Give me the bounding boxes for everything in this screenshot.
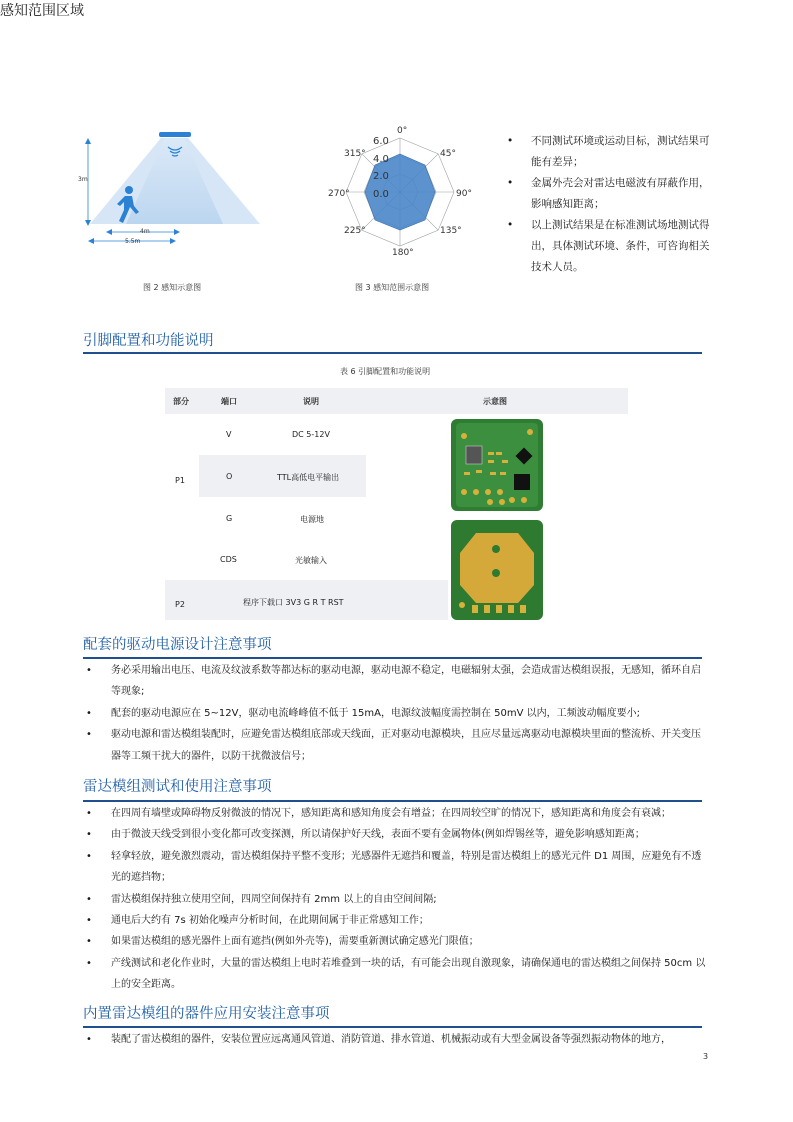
pin-section-title: 引脚配置和功能说明	[83, 333, 214, 349]
list-item: • 以上测试结果是在标准测试场地测试得出，具体测试环境、条件，可咨询相关技术人员。	[507, 215, 717, 278]
pin-desc-cds: 光敏输入	[295, 556, 327, 565]
pin-desc-g: 电源地	[300, 515, 324, 524]
pin-port-o: O	[226, 472, 233, 481]
figure-2-caption: 图 2 感知示意图	[143, 283, 202, 292]
list-item: • 装配了雷达模组的器件，安装位置应远离通风管道、消防管道、排水管道、机械振动或有大型金属设备等强烈振动物体的地方，	[83, 1029, 708, 1050]
radar-sensor-bar	[159, 132, 191, 137]
pin-desc-o: TTL高低电平输出	[277, 473, 340, 482]
angle-label-90: 90°	[456, 189, 472, 199]
section-divider	[83, 657, 702, 659]
bullet-dot: •	[86, 936, 92, 948]
angle-label-225: 225°	[344, 226, 366, 236]
pin-table-header	[165, 388, 628, 414]
pin-port-v: V	[226, 430, 232, 439]
bullet-dot: •	[86, 893, 92, 905]
header-port: 端口	[221, 397, 237, 406]
angle-label-315: 315°	[344, 149, 366, 159]
bullet-dot: •	[507, 135, 514, 147]
ring-label-2: 2.0	[373, 171, 389, 182]
height-label: 3m	[78, 176, 88, 183]
bullet-dot: •	[86, 665, 92, 676]
angle-label-45: 45°	[440, 149, 456, 159]
bullet-dot: •	[86, 829, 92, 841]
list-item: • 轻拿轻放，避免激烈震动，雷达模组保持平整不变形；光感器件无遮挡和覆盖，特别是雷达模组上的感光元件 D1 周围，应避免有不透光的遮挡物；	[83, 846, 708, 889]
power-section-title: 配套的驱动电源设计注意事项	[83, 637, 272, 653]
list-item: • 驱动电源和雷达模组装配时，应避免雷达模组底部或天线面，正对驱动电源模块，且应尽量远离驱动电源模块里面的整流桥、开关变压器等工频干扰大的器件，以防干扰微波信号；	[83, 724, 708, 767]
angle-label-0: 0°	[397, 126, 408, 136]
bullet-dot: •	[86, 729, 92, 741]
group-p2: P2	[175, 600, 185, 609]
ring-label-0: 0.0	[373, 189, 389, 200]
bullet-dot: •	[86, 707, 92, 719]
header-diagram: 示意图	[483, 397, 507, 406]
figure-notes-list	[507, 131, 717, 278]
section-divider	[83, 800, 702, 802]
page-number: 3	[703, 1052, 709, 1061]
bullet-dot: •	[507, 219, 514, 231]
list-item: • 如果雷达模组的感光器件上面有遮挡(例如外壳等)，需要重新测试确定感光门限值；	[83, 931, 708, 952]
list-item: • 由于微波天线受到很小变化都可改变探测，所以请保护好天线，表面不要有金属物体(例如焊锡丝等，避免影响感知距离；	[83, 824, 708, 845]
ring-label-6: 6.0	[373, 136, 389, 147]
list-item: • 配套的驱动电源应在 5~12V，驱动电流峰峰值不低于 15mA，电源纹波幅度需控制在 50mV 以内，工频波动幅度要小;	[83, 703, 708, 724]
bullet-dot: •	[86, 850, 92, 862]
pin-desc-p2: 程序下载口 3V3 G R T RST	[243, 598, 344, 607]
bullet-dot: •	[86, 1034, 92, 1045]
sensing-cone-diagram	[78, 128, 268, 253]
list-item: • 务必采用输出电压、电流及纹波系数等都达标的驱动电源，驱动电源不稳定，电磁辐射太强，会造成雷达模组误报，无感知，循环自启等现象;	[83, 660, 708, 703]
header-desc: 说明	[303, 397, 319, 406]
outer-distance-label: 5.5m	[125, 238, 141, 245]
section-divider	[83, 352, 702, 354]
install-section-title: 内置雷达模组的器件应用安装注意事项	[83, 1006, 330, 1022]
list-item: • 雷达模组保持独立使用空间，四周空间保持有 2mm 以上的自由空间间隔;	[83, 889, 708, 910]
install-notes-list	[83, 1029, 708, 1050]
bullet-dot: •	[507, 177, 514, 189]
table-caption: 表 6 引脚配置和功能说明	[340, 367, 431, 376]
header-part: 部分	[173, 397, 189, 406]
bullet-dot: •	[86, 957, 92, 969]
pin-desc-v: DC 5-12V	[292, 430, 330, 439]
pin-port-g: G	[226, 514, 233, 523]
bullet-dot: •	[86, 915, 92, 927]
sensing-area-title: 感知范围区域	[0, 3, 84, 19]
list-item: • 不同测试环境或运动目标，测试结果可能有差异；	[507, 131, 717, 173]
pin-port-cds: CDS	[220, 555, 237, 564]
group-p1: P1	[175, 476, 185, 485]
list-item: • 产线测试和老化作业时，大量的雷达模组上电时若堆叠到一块的话，有可能会出现自激现象，请确保通电的雷达模组之间保持 50cm 以上的安全距离。	[83, 953, 708, 996]
power-notes-list	[83, 660, 708, 767]
angle-label-135: 135°	[440, 226, 462, 236]
list-item: • 在四周有墙壁或障碍物反射微波的情况下，感知距离和感知角度会有增益；在四周较空旷的情况下，感知距离和角度会有衰减；	[83, 803, 708, 824]
angle-label-180: 180°	[392, 248, 414, 258]
ring-label-4: 4.0	[373, 154, 389, 165]
bullet-dot: •	[86, 808, 92, 819]
list-item: • 金属外壳会对雷达电磁波有屏蔽作用，影响感知距离；	[507, 173, 717, 215]
pcb-back-image	[450, 519, 546, 621]
angle-label-270: 270°	[328, 189, 350, 199]
section-divider	[83, 1026, 702, 1028]
inner-distance-label: 4m	[140, 228, 150, 235]
list-item: • 通电后大约有 7s 初始化噪声分析时间，在此期间属于非正常感知工作；	[83, 910, 708, 931]
pcb-front-image	[450, 418, 546, 512]
figure-3-caption: 图 3 感知范围示意图	[355, 283, 430, 292]
test-notes-list	[83, 803, 708, 996]
test-section-title: 雷达模组测试和使用注意事项	[83, 779, 272, 795]
